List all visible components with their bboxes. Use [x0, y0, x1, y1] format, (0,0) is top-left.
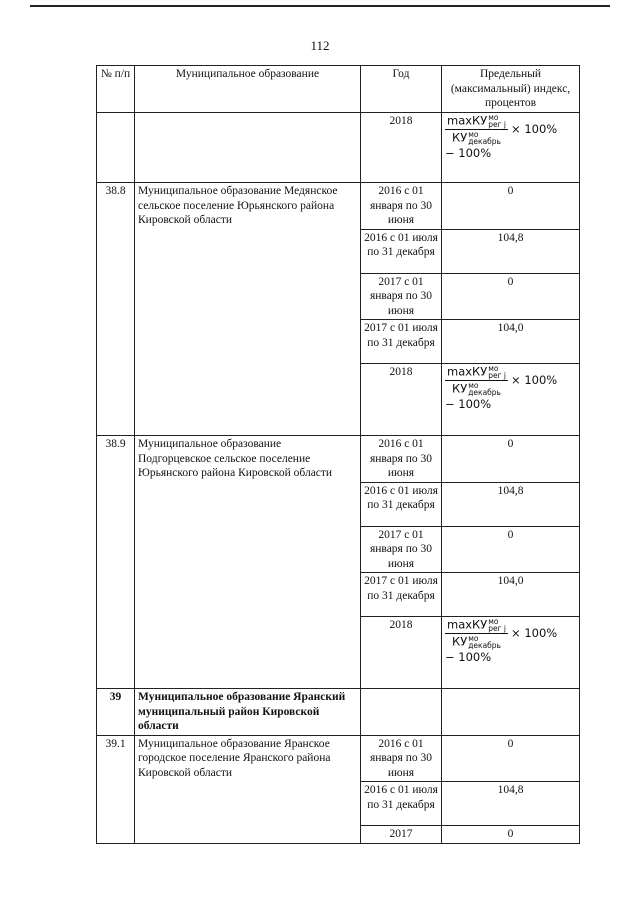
cell-index: 104,8 — [442, 229, 580, 273]
table-row — [97, 735, 580, 782]
cell-year: 2017 с 01 июля по 31 декабря — [361, 320, 442, 364]
cell-num — [97, 113, 135, 183]
header-num: № п/п — [97, 66, 135, 113]
cell-year: 2018 — [361, 364, 442, 436]
cell-year: 2016 с 01 июля по 31 декабря — [361, 782, 442, 826]
table-header-row — [97, 66, 580, 113]
cell-year — [361, 689, 442, 736]
formula-minus: − 100% — [445, 397, 492, 411]
cell-index: 0 — [442, 436, 580, 483]
page-number: 112 — [310, 38, 330, 53]
formula-fraction: maxКУ мо рег j КУ мо декабрь — [447, 364, 507, 397]
cell-num: 39 — [97, 689, 135, 736]
cell-index — [442, 689, 580, 736]
cell-index: 0 — [442, 183, 580, 230]
cell-index: 0 — [442, 826, 580, 844]
formula-times: × 100% — [511, 122, 558, 136]
formula-cell — [442, 113, 580, 183]
cell-index: 104,0 — [442, 573, 580, 617]
tariff-index-table — [96, 65, 580, 844]
table-row — [97, 436, 580, 483]
cell-year: 2016 с 01 января по 30 июня — [361, 183, 442, 230]
cell-index: 104,8 — [442, 482, 580, 526]
header-year: Год — [361, 66, 442, 113]
cell-index: 104,8 — [442, 782, 580, 826]
cell-year: 2017 — [361, 826, 442, 844]
formula-cell — [442, 617, 580, 689]
formula-fraction: maxКУ мо рег j КУ мо декабрь — [447, 617, 507, 650]
cell-year: 2018 — [361, 113, 442, 183]
formula-cell — [442, 364, 580, 436]
cell-year: 2016 с 01 января по 30 июня — [361, 436, 442, 483]
table-row — [97, 689, 580, 736]
header-name: Муниципальное образование — [135, 66, 361, 113]
cell-index: 0 — [442, 735, 580, 782]
formula-times: × 100% — [511, 626, 558, 640]
cell-index: 0 — [442, 273, 580, 320]
cell-year: 2017 с 01 июля по 31 декабря — [361, 573, 442, 617]
cell-name: Муниципальное образование Подгорцевское сельское поселение Юрьянского района Кировской области — [135, 436, 361, 689]
formula-minus: − 100% — [445, 146, 492, 160]
cell-num: 39.1 — [97, 735, 135, 843]
cell-index: 0 — [442, 526, 580, 573]
cell-name: Муниципальное образование Яранский муниципальный район Кировской области — [135, 689, 361, 736]
cell-num: 38.9 — [97, 436, 135, 689]
cell-name: Муниципальное образование Медянское сельское поселение Юрьянского района Кировской области — [135, 183, 361, 436]
formula-minus: − 100% — [445, 650, 492, 664]
cell-year: 2016 с 01 января по 30 июня — [361, 735, 442, 782]
formula-fraction: maxКУ мо рег j КУ мо декабрь — [447, 113, 507, 146]
cell-num: 38.8 — [97, 183, 135, 436]
cell-year: 2017 с 01 января по 30 июня — [361, 273, 442, 320]
top-rule — [30, 5, 610, 7]
cell-year: 2018 — [361, 617, 442, 689]
formula-times: × 100% — [511, 373, 558, 387]
cell-year: 2016 с 01 июля по 31 декабря — [361, 229, 442, 273]
cell-name — [135, 113, 361, 183]
table-row — [97, 183, 580, 230]
header-index: Предельный (максимальный) индекс, процентов — [442, 66, 580, 113]
cell-name: Муниципальное образование Яранское городское поселение Яранского района Кировской области — [135, 735, 361, 843]
table-row — [97, 113, 580, 183]
cell-year: 2017 с 01 января по 30 июня — [361, 526, 442, 573]
cell-year: 2016 с 01 июля по 31 декабря — [361, 482, 442, 526]
cell-index: 104,0 — [442, 320, 580, 364]
